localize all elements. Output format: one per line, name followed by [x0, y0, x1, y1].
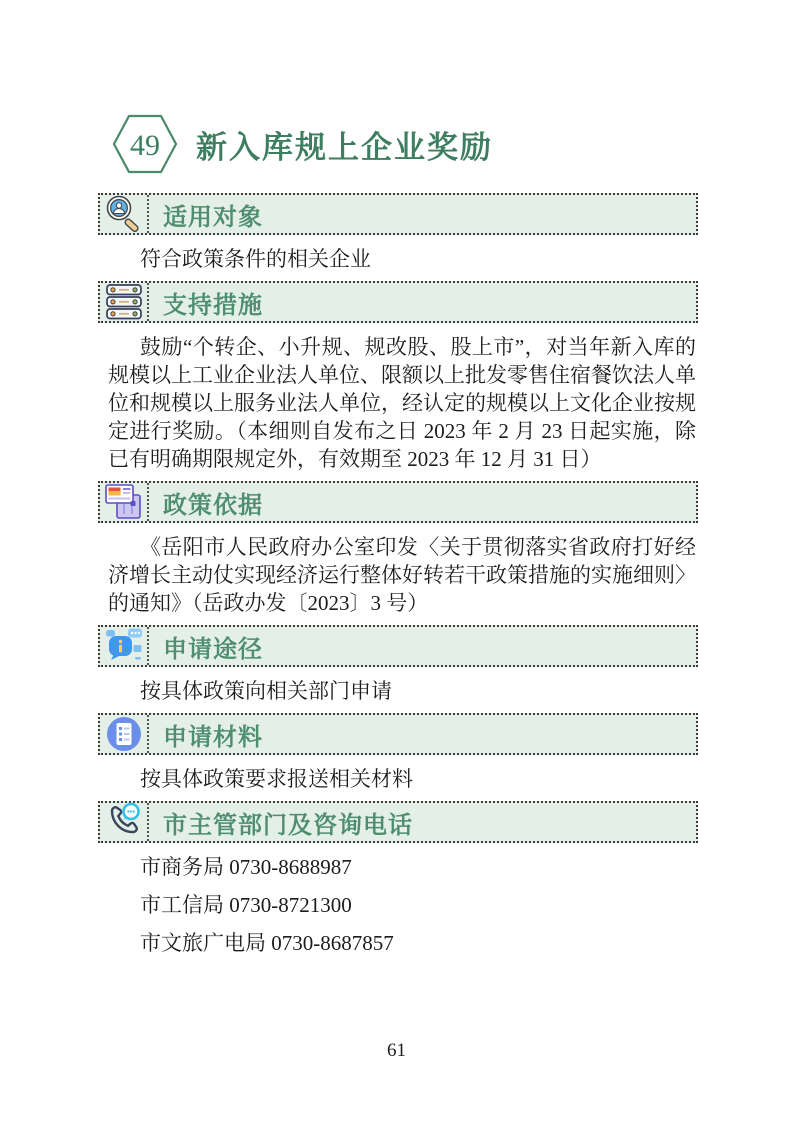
section-body — [108, 853, 696, 957]
body-paragraph: 按具体政策要求报送相关材料 — [140, 767, 413, 791]
section-icon-cell — [100, 627, 149, 665]
section-icon-cell — [100, 803, 149, 841]
policy-section — [98, 281, 698, 473]
section-body — [108, 333, 696, 473]
section-label: 申请材料 — [163, 724, 263, 751]
page-title: 新入库规上企业奖励 — [196, 129, 493, 165]
section-label: 政策依据 — [163, 492, 263, 519]
body-paragraph: 市商务局 0730-8688987 — [140, 855, 352, 879]
item-number: 49 — [130, 129, 160, 162]
title-row — [98, 113, 698, 175]
document-list-icon — [105, 715, 143, 753]
section-label: 适用对象 — [163, 204, 263, 231]
user-search-icon — [104, 194, 144, 234]
news-document-icon — [104, 483, 144, 521]
body-paragraph: 符合政策条件的相关企业 — [140, 247, 371, 271]
section-band — [98, 625, 698, 667]
section-icon-cell — [100, 195, 149, 233]
content-column — [98, 0, 698, 965]
policy-section — [98, 801, 698, 957]
policy-section — [98, 481, 698, 617]
body-paragraph: 《岳阳市人民政府办公室印发〈关于贯彻落实省政府打好经济增长主动仗实现经济运行整体好转若干政策措施的实施细则〉的通知》（岳政办发〔2023〕3 号） — [108, 535, 696, 615]
section-band — [98, 481, 698, 523]
section-band — [98, 801, 698, 843]
section-band — [98, 713, 698, 755]
section-label: 申请途径 — [163, 636, 263, 663]
item-number-hexagon-badge — [112, 114, 178, 174]
info-chat-icon — [104, 627, 144, 665]
page-number: 61 — [387, 1040, 406, 1061]
section-body — [108, 677, 696, 705]
section-body — [108, 245, 696, 273]
policy-section — [98, 193, 698, 273]
section-icon-cell — [100, 483, 149, 521]
body-paragraph: 鼓励“个转企、小升规、规改股、股上市”，对当年新入库的规模以上工业企业法人单位、限额以上批发零售住宿餐饮法人单位和规模以上服务业法人单位，经认定的规模以上文化企业按规定进行奖励。（本细则自发布之日 2023 年 2 月 23 日起实施，除已有明确期限规定外，有效期至 2023 年 12 月 31 日） — [108, 335, 696, 471]
policy-section — [98, 625, 698, 705]
section-band — [98, 193, 698, 235]
section-band — [98, 281, 698, 323]
section-label: 市主管部门及咨询电话 — [163, 812, 413, 839]
section-icon-cell — [100, 715, 149, 753]
sections — [98, 193, 698, 957]
section-icon-cell — [100, 283, 149, 321]
section-body — [108, 533, 696, 617]
phone-icon — [104, 802, 144, 842]
body-paragraph: 市工信局 0730-8721300 — [140, 893, 352, 917]
section-label: 支持措施 — [163, 292, 263, 319]
section-body — [108, 765, 696, 793]
body-paragraph: 市文旅广电局 0730-8687857 — [140, 931, 394, 955]
server-stack-icon — [104, 283, 144, 321]
policy-section — [98, 713, 698, 793]
body-paragraph: 按具体政策向相关部门申请 — [140, 679, 392, 703]
